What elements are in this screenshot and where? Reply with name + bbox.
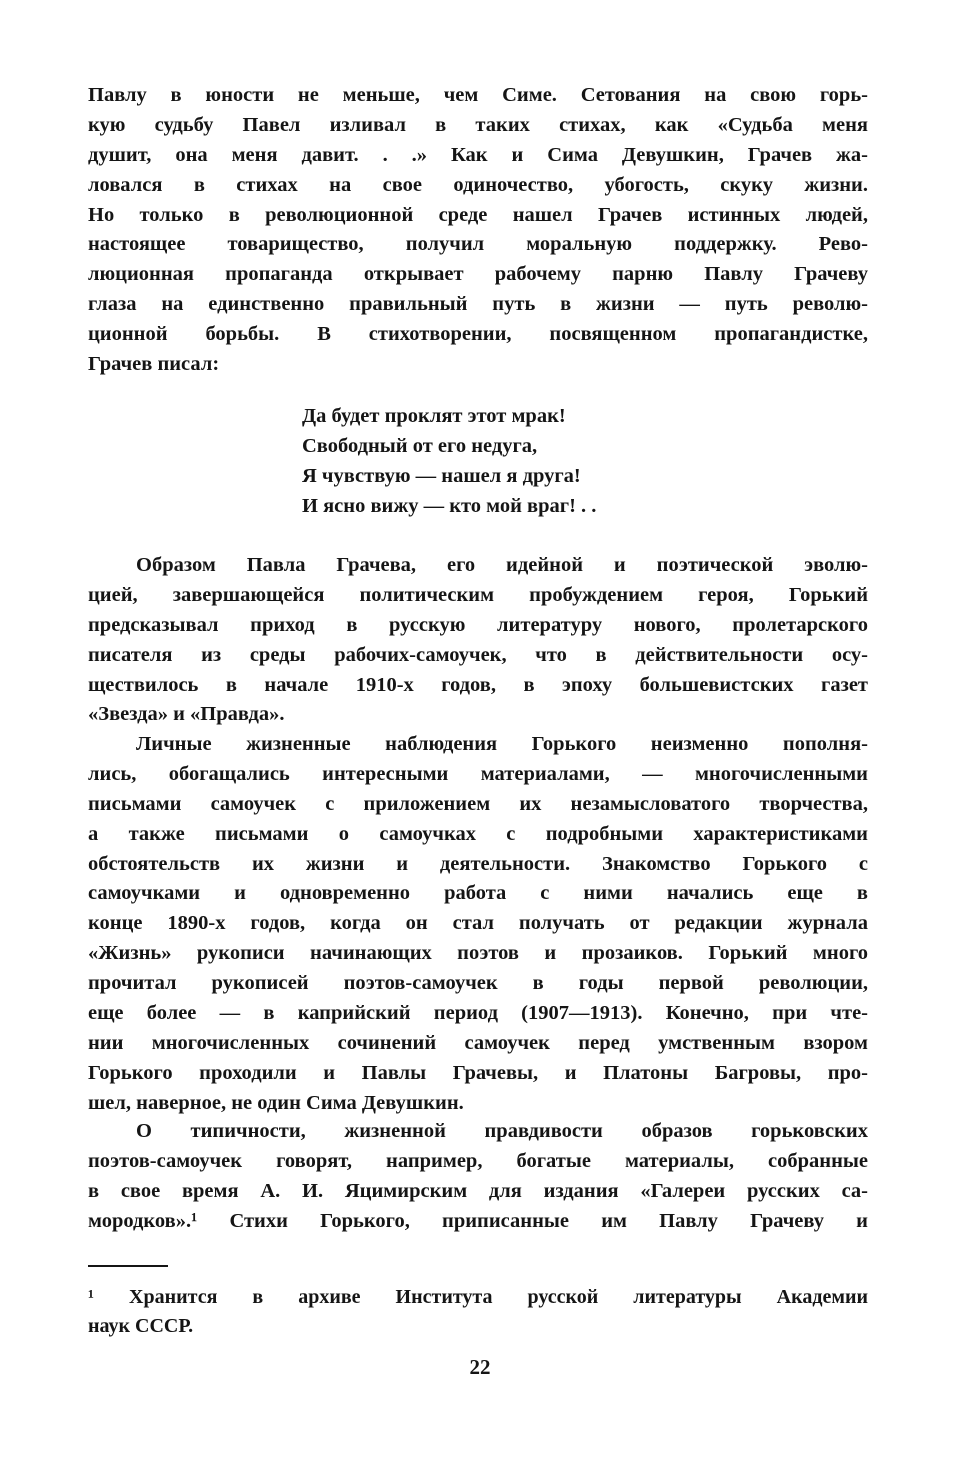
text-line: душит, она меня давит. . .» Как и Сима Девушкин, Грачев жа- — [88, 143, 868, 166]
text-line: ществилось в начале 1910-х годов, в эпоху большевистских газет — [88, 673, 868, 696]
footnote-line: ¹ Хранится в архиве Института русской литературы Академии — [88, 1286, 868, 1308]
poem-line: И ясно вижу — кто мой враг! . . — [302, 495, 597, 517]
poem-line: Да будет проклят этот мрак! — [302, 405, 566, 427]
text-line: Павлу в юности не меньше, чем Симе. Сетования на свою горь- — [88, 84, 868, 106]
text-line: обстоятельств их жизни и деятельности. Знакомство Горького с — [88, 852, 868, 875]
text-line: Горького проходили и Павлы Грачевы, и Платоны Багровы, про- — [88, 1061, 868, 1084]
text-line: предсказывал приход в русскую литературу нового, пролетарского — [88, 613, 868, 636]
text-line: О типичности, жизненной правдивости образов горьковских — [136, 1120, 868, 1142]
text-line: настоящее товарищество, получил моральную поддержку. Рево- — [88, 233, 868, 256]
text-line: Грачев писал: — [88, 353, 220, 376]
text-line: писателя из среды рабочих-самоучек, что в действительности осу- — [88, 643, 868, 666]
text-line: а также письмами о самоучках с подробными характеристиками — [88, 822, 868, 845]
text-line: еще более — в каприйский период (1907—1913). Конечно, при чте- — [88, 1002, 868, 1025]
text-line: в свое время А. И. Яцимирским для издания «Галереи русских са- — [88, 1179, 868, 1202]
footnote — [88, 1283, 868, 1341]
text-line: «Жизнь» рукописи начинающих поэтов и прозаиков. Горький много — [88, 942, 868, 965]
paragraph-3 — [88, 730, 868, 1119]
text-line: ловался в стихах на свое одиночество, убогость, скуку жизни. — [88, 173, 868, 196]
poem-line: Я чувствую — нашел я друга! — [302, 465, 581, 487]
text-line: прочитал рукописей поэтов-самоучек в годы первой революции, — [88, 972, 868, 995]
text-line: «Звезда» и «Правда». — [88, 703, 285, 726]
paragraph-2 — [88, 551, 868, 730]
text-line: поэтов-самоучек говорят, например, богатые материалы, собранные — [88, 1149, 868, 1172]
text-line: кую судьбу Павел изливал в таких стихах, как «Судьба меня — [88, 113, 868, 136]
page-number: 22 — [469, 1355, 491, 1379]
text-line: лись, обогащались интересными материалами, — многочисленными — [88, 762, 868, 785]
text-line: цией, завершающейся политическим пробуждением героя, Горький — [88, 583, 868, 606]
text-line: люционная пропаганда открывает рабочему парню Павлу Грачеву — [88, 263, 868, 286]
text-line: мородков».¹ Стихи Горького, приписанные им Павлу Грачеву и — [88, 1209, 868, 1232]
text-line: нии многочисленных сочинений самоучек перед умственным взором — [88, 1031, 868, 1054]
footnote-divider — [88, 1265, 168, 1267]
footnote-line: наук СССР. — [88, 1315, 194, 1337]
text-line: ционной борьбы. В стихотворении, посвященном пропагандистке, — [88, 323, 868, 346]
text-line: Личные жизненные наблюдения Горького неизменно пополня- — [136, 733, 868, 755]
paragraph-1 — [88, 81, 868, 380]
text-line: самоучками и одновременно работа с ними начались еще в — [88, 882, 868, 905]
text-line: шел, наверное, не один Сима Девушкин. — [88, 1091, 464, 1114]
text-line: Но только в революционной среде нашел Грачев истинных людей, — [88, 203, 868, 226]
poem-quote — [302, 401, 722, 521]
poem-line: Свободный от его недуга, — [302, 435, 538, 457]
text-line: Образом Павла Грачева, его идейной и поэтической эволю- — [136, 554, 868, 576]
text-line: письмами самоучек с приложением их незамысловатого творчества, — [88, 792, 868, 815]
paragraph-4 — [88, 1117, 868, 1237]
text-line: конце 1890-х годов, когда он стал получать от редакции журнала — [88, 912, 868, 935]
text-line: глаза на единственно правильный путь в жизни — путь револю- — [88, 293, 868, 316]
